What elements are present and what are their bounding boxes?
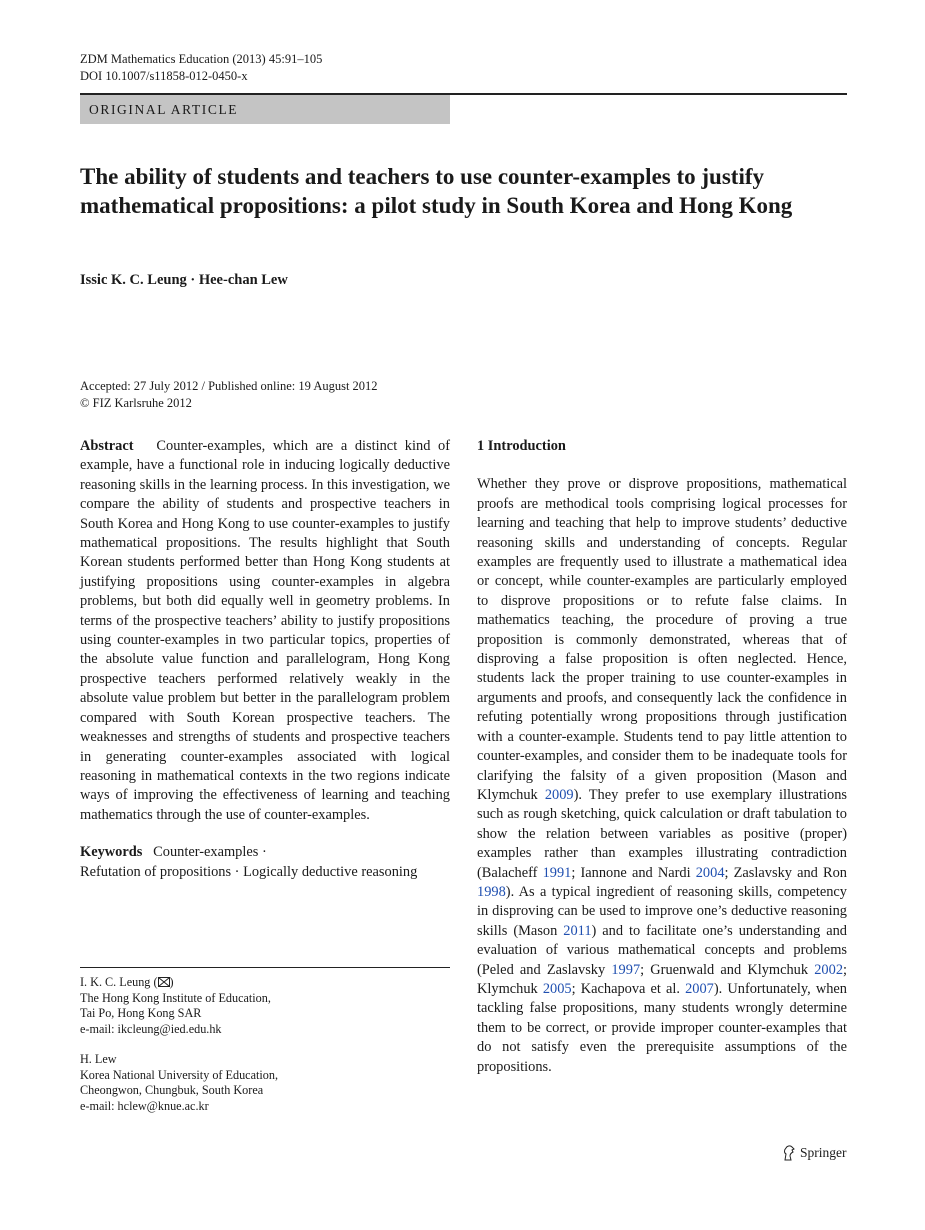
citation-link[interactable]: 1991 — [542, 864, 572, 881]
affiliation-leung — [80, 975, 271, 1037]
paper-title: The ability of students and teachers to use counter-examples to justify mathematical propositions: a pilot study in South Korea and Hong Kong — [80, 164, 793, 218]
journal-header — [80, 51, 322, 85]
accepted-published: Accepted: 27 July 2012 / Published online: 19 August 2012 — [80, 379, 378, 393]
abstract — [80, 437, 450, 825]
citation-link[interactable]: 1997 — [611, 961, 641, 978]
authors: Issic K. C. Leung · Hee-chan Lew — [80, 272, 288, 288]
introduction-paragraph: Whether they prove or disprove propositions, mathematical proofs are methodical tools comprising logical processes for learning and teaching that help to improve students’ deductive reasoning skills and understanding of concepts. Regular examples are frequently used to illustrate a mathematical idea or concept, while counter-examples are particularly employed to disprove propositions or to refute false claims. In mathematics teaching, the procedure of proving a true proposition is commonly demonstrated, whereas that of disproving a false proposition is often neglected. Hence, students lack the proper training to use counter-examples in arguments and proofs, and consequently lack the confidence in refuting potentially wrong propositions through justification with a counter-example. Students tend to pay little attention to counter-examples, and consider them to be inadequate tools for clarifying the falsity of a given proposition (Mason and Klymchuk 2009). They prefer to use exemplary illustrations such as rough sketching, quick calculation or draft tabulation to show the relation between variables as positive (proper) examples rather than examples illustrating contradiction (Balacheff 1991; Iannone and Nardi 2004; Zaslavsky and Ron 1998). As a typical ingredient of reasoning skills, competency in disproving can be used to improve one’s deductive reasoning skills (Mason 2011) and to facilitate one’s understanding and evaluation of various mathematical concepts and problems (Peled and Zaslavsky 1997; Gruenwald and Klymchuk 2002; Klymchuk 2005; Kachapova et al. 2007). Unfortunately, when tackling false propositions, many students wrongly determine them to be correct, or provide improper counter-examples that do not satisfy even the prerequisite assumptions of the propositions. — [477, 476, 848, 1075]
citation-link[interactable]: 2004 — [695, 864, 725, 881]
affiliation-rule — [80, 967, 450, 968]
email-lew: e-mail: hclew@knue.ac.kr — [80, 1098, 209, 1113]
place-leung: Tai Po, Hong Kong SAR — [80, 1006, 202, 1021]
keywords-line2: Refutation of propositions · Logically deductive reasoning — [80, 863, 418, 880]
keywords-line1: Counter-examples · — [153, 844, 267, 861]
citation-link[interactable]: 2007 — [685, 980, 714, 997]
publication-dates — [80, 378, 378, 411]
doi: DOI 10.1007/s11858-012-0450-x — [80, 69, 248, 83]
org-lew: Korea National University of Education, — [80, 1067, 278, 1082]
publisher-name: Springer — [800, 1145, 847, 1160]
place-lew: Cheongwon, Chungbuk, South Korea — [80, 1083, 264, 1098]
springer-horse-icon — [782, 1145, 796, 1161]
citation-link[interactable]: 2011 — [563, 922, 592, 939]
affiliation-lew — [80, 1052, 278, 1114]
article-type-band: ORIGINAL ARTICLE — [80, 95, 450, 124]
abstract-label: Abstract — [80, 438, 134, 454]
citation-link[interactable]: 2002 — [814, 961, 844, 978]
citation-link[interactable]: 2009 — [544, 786, 574, 803]
section-heading-introduction: 1 Introduction — [477, 438, 566, 454]
publisher-logo — [782, 1145, 847, 1161]
abstract-text: Counter-examples, which are a distinct kind of example, have a functional role in inducing logically deductive reasoning skills in the learning process. In this investigation, we compare the ability of students and prospective teachers in South Korea and Hong Kong to use counter-examples to justify mathematical propositions. The results highlight that South Korean students performed better than Hong Kong students at justifying propositions using counter-examples in algebra problems, but both did equally well in geometry problems. In terms of the prospective teachers’ ability to justify propositions using counter-examples in two particular topics, properties of the absolute value function and parallelogram, Hong Kong prospective teachers performed relatively weakly in the absolute value problem but better in the parallelogram problem compared with South Korean prospective teachers. The weaknesses and strengths of students and prospective teachers in generating counter-examples associated with logical reasoning in mathematical contexts in the two regions indicate ways of improving the effectiveness of learning and teaching mathematics through the use of counter-examples. — [80, 438, 450, 823]
author-name-lew: H. Lew — [80, 1052, 117, 1066]
keywords — [80, 843, 450, 882]
right-column — [477, 437, 847, 1077]
citation-link[interactable]: 2005 — [542, 980, 572, 997]
keywords-label: Keywords — [80, 844, 143, 861]
copyright: © FIZ Karlsruhe 2012 — [80, 395, 192, 410]
left-column — [80, 437, 450, 882]
email-leung: e-mail: ikcleung@ied.edu.hk — [80, 1021, 222, 1036]
author-name-leung: I. K. C. Leung ( ) — [80, 975, 174, 989]
envelope-icon — [158, 977, 170, 987]
journal-citation: ZDM Mathematics Education (2013) 45:91–105 — [80, 52, 323, 66]
citation-link[interactable]: 1998 — [477, 883, 506, 900]
org-leung: The Hong Kong Institute of Education, — [80, 990, 271, 1005]
